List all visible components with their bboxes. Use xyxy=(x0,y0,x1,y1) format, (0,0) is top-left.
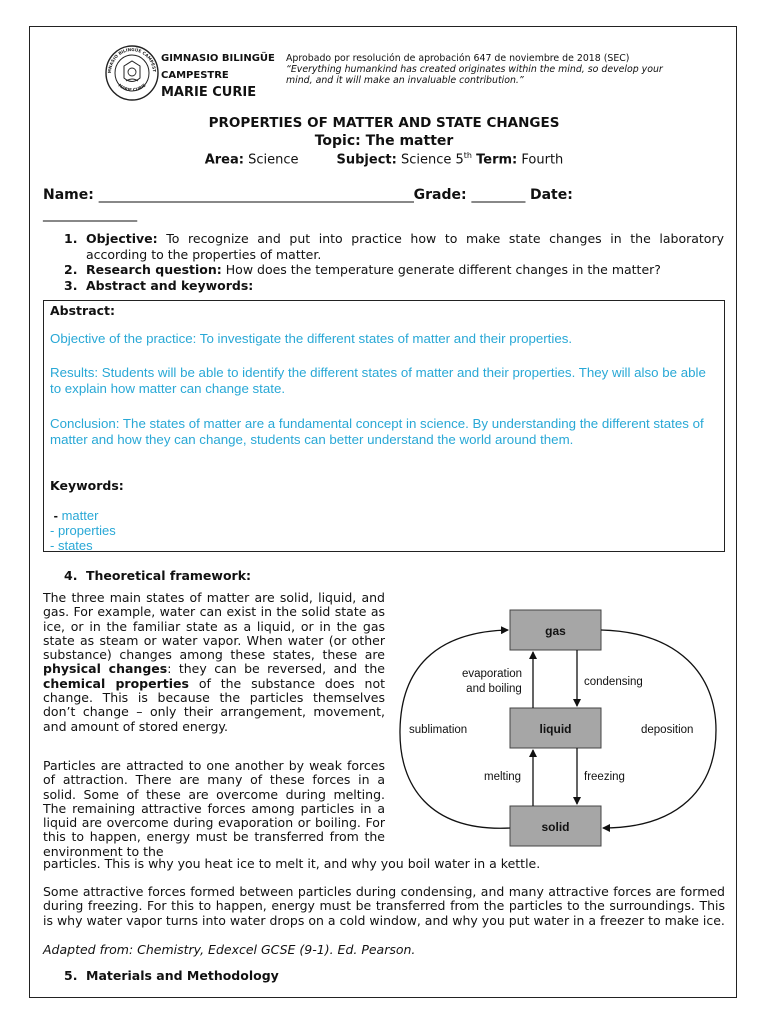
area-value: Science xyxy=(248,152,299,168)
deposition-label: deposition xyxy=(641,724,694,736)
approval-block xyxy=(286,53,686,86)
date-label: Date: xyxy=(529,187,573,203)
research-question-label: Research question: xyxy=(86,262,222,277)
paragraph-states xyxy=(43,591,385,734)
grade-label: Grade: xyxy=(413,187,467,203)
list-number: 2. xyxy=(64,262,78,277)
section-title: Theoretical framework: xyxy=(86,568,252,583)
abstract-conclusion: Conclusion: The states of matter are a fundamental concept in science. By understanding the different states of matter and how they can change, students can better understand the world around them. xyxy=(50,416,704,447)
paragraph-forces: Particles are attracted to one another by weak forces of attraction. There are many of these forces in a solid. Some of these are overcome during melting. The remaining attractive forces among particles in a liquid are overcome during evaporation or boiling. For this to happen, energy must be transferred from the environment to the xyxy=(43,758,385,859)
subject-label: Subject: xyxy=(336,152,397,168)
student-info-line xyxy=(43,186,733,224)
subject-superscript: th xyxy=(463,151,472,160)
chemical-properties-term: chemical properties xyxy=(43,675,189,691)
keywords-heading: Keywords: xyxy=(50,478,124,493)
school-name-line1: GIMNASIO BILINGÜE xyxy=(161,53,275,64)
topic-title: Topic: The matter xyxy=(314,133,454,149)
keyword-text: matter xyxy=(61,508,99,523)
freezing-label: freezing xyxy=(584,771,625,783)
motto-line2: mind, and it will make an invaluable contribution.” xyxy=(286,75,524,86)
liquid-label: liquid xyxy=(539,722,572,736)
list-item-abstract xyxy=(64,278,724,294)
solid-label: solid xyxy=(541,820,570,834)
sublimation-label: sublimation xyxy=(409,724,468,736)
keyword-item: - properties xyxy=(50,523,116,539)
keyword-item: - matter xyxy=(50,508,99,523)
paragraph-text: : they can be reversed, and the xyxy=(167,661,385,677)
school-seal-logo xyxy=(104,44,160,102)
name-label: Name: xyxy=(43,187,94,203)
abstract-keywords-label: Abstract and keywords: xyxy=(86,277,254,293)
citation: Adapted from: Chemistry, Edexcel GCSE (9-1). Ed. Pearson. xyxy=(43,942,416,957)
condensing-label: condensing xyxy=(584,676,643,688)
school-name xyxy=(161,50,275,101)
school-name-line2: CAMPESTRE xyxy=(161,70,229,81)
seal-bottom-text: MARIE CURIE xyxy=(117,82,147,93)
keyword-item: - states xyxy=(50,538,93,554)
svg-text:MARIE CURIE xyxy=(117,83,146,93)
physical-changes-term: physical changes xyxy=(43,661,168,677)
section-heading-theoretical xyxy=(64,568,251,583)
keywords-list xyxy=(50,508,116,554)
section-title: Materials and Methodology xyxy=(86,968,279,983)
grade-field[interactable]: ________ xyxy=(471,187,526,203)
section-number: 4. xyxy=(64,568,78,583)
date-field[interactable]: ______________ xyxy=(43,206,137,222)
evaporation-label: evaporation xyxy=(461,668,523,680)
approval-text: Aprobado por resolución de aprobación 647 de noviembre de 2018 (SEC) xyxy=(286,53,630,64)
paragraph-freezing: Some attractive forces formed between particles during condensing, and many attractive forces are formed during freezing. For this to happen, energy must be transferred from the particles to the surroundings. This is why water vapor turns into water drops on a cold window, and why you put water in a freezer to make ice. xyxy=(43,884,725,928)
abstract-objective: Objective of the practice: To investigate the different states of matter and their properties. xyxy=(50,331,573,346)
section-heading-materials xyxy=(64,968,279,983)
paragraph-forces-end: particles. This is why you heat ice to melt it, and why you boil water in a kettle. xyxy=(43,856,541,871)
paragraph-text: The three main states of matter are solid, liquid, and gas. For example, water can exist in the solid state as ice, or in the familiar state as a liquid, or in the gas state as steam or water vapor. When water (or other substance) changes among these states, these are xyxy=(43,590,385,663)
page-title: PROPERTIES OF MATTER AND STATE CHANGES xyxy=(208,115,560,131)
keyword-text: states xyxy=(57,538,93,554)
boiling-label: and boiling xyxy=(466,683,522,695)
abstract-results: Results: Students will be able to identify the different states of matter and their properties. They will also be able to explain how matter can change state. xyxy=(50,365,706,396)
list-number: 3. xyxy=(64,277,78,293)
term-label: Term: xyxy=(476,152,518,168)
list-item-research-question xyxy=(64,262,724,278)
objective-text: To recognize and put into practice how to make state changes in the laboratory according to the properties of matter. xyxy=(86,231,724,262)
seal-top-text: MNASIO BILINGÜE CAMPEST xyxy=(106,46,158,74)
abstract-heading: Abstract: xyxy=(50,303,116,318)
section-number: 5. xyxy=(64,968,78,983)
numbered-list xyxy=(64,231,724,293)
list-item-objective xyxy=(64,231,724,262)
area-label: Area: xyxy=(204,152,244,168)
name-field[interactable]: _______________________________________________ xyxy=(98,187,414,203)
course-info xyxy=(0,151,768,167)
term-value: Fourth xyxy=(521,152,564,168)
school-name-line3: MARIE CURIE xyxy=(161,85,257,100)
motto-line1: “Everything humankind has created originates within the mind, so develop your xyxy=(286,64,663,75)
list-number: 1. xyxy=(64,231,78,246)
state-change-diagram xyxy=(394,600,724,852)
subject-value: Science 5 xyxy=(400,152,464,168)
gas-label: gas xyxy=(545,624,566,638)
research-question-text: How does the temperature generate different changes in the matter? xyxy=(225,262,661,277)
paragraph-text: of the substance does not change. This is because the particles themselves don’t change – only their arrangement, movement, and amount of stored energy. xyxy=(43,675,386,734)
melting-label: melting xyxy=(484,771,522,783)
keyword-text: properties xyxy=(57,523,116,539)
objective-label: Objective: xyxy=(86,231,158,246)
